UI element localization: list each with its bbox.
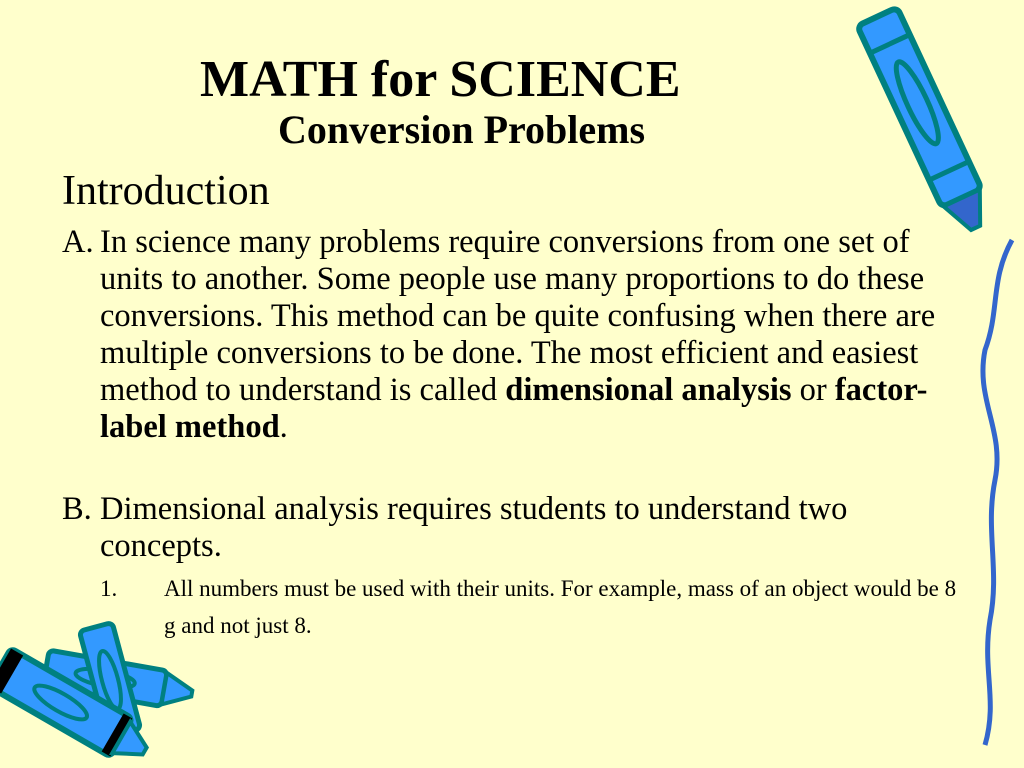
term-dimensional-analysis: dimensional analysis	[505, 372, 792, 408]
point-a-label: A.	[62, 224, 94, 260]
point-b-text: Dimensional analysis requires students to understand two concepts.	[100, 491, 848, 564]
point-a-text-1: In science many problems require conversions from one set of units to another. Some people use many proportions to do these conversions. This method can be quite confusing when there are multiple conversions to be done. The most efficient and easiest method to understand is called	[100, 224, 936, 408]
point-a-text	[62, 224, 962, 446]
point-a	[62, 224, 962, 446]
slide-subtitle: Conversion Problems	[278, 107, 646, 152]
point-a-text-3: .	[279, 409, 288, 445]
squiggle-line	[983, 240, 1012, 745]
term-factor-label: factor-label method	[100, 372, 928, 445]
slide-title: MATH for SCIENCE	[200, 51, 681, 108]
point-a-text-2: or	[791, 372, 835, 408]
sub-item	[100, 570, 960, 644]
point-b-label: B.	[62, 491, 92, 527]
sub-item-text: All numbers must be used with their units. For example, mass of an object would be 8 g and not just 8.	[164, 576, 957, 638]
section-heading: Introduction	[62, 168, 270, 214]
sub-item-number: 1.	[100, 576, 118, 601]
point-b	[62, 491, 962, 565]
